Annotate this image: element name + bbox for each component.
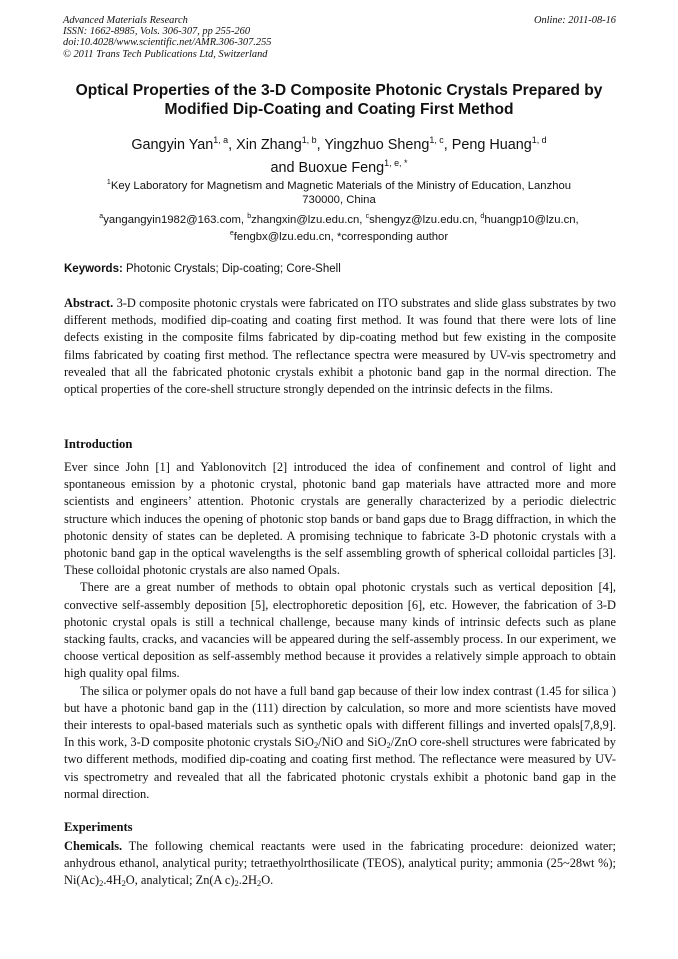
email-a: yangangyin1982@163.com, — [103, 213, 248, 226]
email-mark: e — [229, 230, 234, 238]
chemicals-text: O, analytical; Zn(A c) — [125, 873, 235, 888]
chemicals-text: O. — [261, 873, 274, 888]
chemicals-label: Chemicals. — [64, 839, 123, 853]
author-name: Gangyin Yan — [131, 136, 214, 153]
affiliation — [40, 176, 638, 208]
subscript: 2 — [234, 878, 239, 889]
journal-name: Advanced Materials Research — [63, 15, 188, 26]
email-e: fengbx@lzu.edu.cn, *corresponding author — [233, 231, 449, 244]
intro-p3-text: /ZnO core-shell structures were fabricated by two different methods, modified dip-coating and coating first method. The reflectance were measured by UV-vis spectrometry and revealed that all the fabricated photonic crystals exhibit a photonic band gap in the normal direction. — [64, 735, 616, 801]
email-d: huangp10@lzu.cn, — [484, 213, 579, 226]
author-emails — [40, 210, 638, 245]
affiliation-line-2: 730000, China — [302, 194, 376, 207]
title-line-2: Modified Dip-Coating and Coating First Method — [164, 100, 514, 118]
author-name: Peng Huang — [451, 136, 532, 153]
abstract-label: Abstract. — [64, 296, 114, 310]
affiliation-line-1: Key Laboratory for Magnetism and Magnetic Materials of the Ministry of Education, Lanzhou — [110, 179, 572, 192]
email-mark: a — [99, 213, 104, 220]
keywords-label: Keywords: — [64, 263, 123, 275]
introduction-heading: Introduction — [64, 437, 133, 451]
keywords-text: Photonic Crystals; Dip-coating; Core-Shell — [122, 263, 341, 275]
author-separator: , — [316, 136, 325, 153]
journal-header — [63, 15, 616, 60]
author-affil-mark: 1, b — [301, 135, 317, 145]
experiments-heading: Experiments — [64, 820, 133, 834]
email-c: shengyz@lzu.edu.cn, — [369, 213, 481, 226]
issn-line: ISSN: 1662-8985, Vols. 306-307, pp 255-260 — [63, 26, 251, 38]
author-list — [40, 131, 638, 178]
chemicals-paragraph — [64, 838, 616, 890]
chemicals-text: .4H — [103, 873, 122, 888]
chemicals-text: The following chemical reactants were used in the fabricating procedure: deionized water; anhydrous ethanol, analytical purity; tetraethyolrthosilicate (TEOS), analytical purity; ammonia (25~28wt %); Ni(Ac) — [64, 839, 616, 888]
online-date: Online: 2011-08-16 — [533, 15, 616, 26]
chemicals-text: .2H — [238, 873, 257, 888]
author-line-1 — [40, 131, 638, 154]
intro-paragraph-2: There are a great number of methods to obtain opal photonic crystals such as vertical deposition [4], convective self-assembly deposition [5], electrophoretic deposition [6], etc. However, the fabrication of 3-D photonic crystal opals is still a technical challenge, because many kinds of intrinsic defects such as plane stacking faults, cracks, and vacancies will be appeared during the self-assembly process. In our experiment, we choose vertical deposition as self-assembly method because it provides a relatively simple approach to obtain high quality opal films. — [64, 580, 616, 681]
keywords — [64, 262, 616, 276]
author-name: Xin Zhang — [236, 136, 302, 153]
paper-title — [40, 82, 638, 119]
subscript: 2 — [121, 878, 126, 889]
author-name: Yingzhuo Sheng — [324, 136, 430, 153]
doi-line: doi:10.4028/www.scientific.net/AMR.306-307.255 — [63, 37, 272, 49]
author-line-2 — [40, 154, 638, 177]
abstract — [64, 295, 616, 398]
author-affil-mark: 1, d — [531, 135, 547, 145]
subscript: 2 — [386, 740, 391, 751]
introduction-body — [64, 459, 616, 803]
intro-p3-text: /NiO and SiO — [318, 735, 387, 750]
email-mark: d — [480, 213, 485, 220]
email-mark: c — [365, 213, 370, 220]
author-separator: , — [443, 136, 452, 153]
affiliation-mark: 1 — [106, 179, 111, 186]
author-separator: , — [228, 136, 237, 153]
intro-paragraph-1: Ever since John [1] and Yablonovitch [2] introduced the idea of confinement and control of light and spontaneous emission by a photonic crystal, photonic band gap materials have attracted more and more scientists and engineers’ attention. Photonic crystals are generally characterized by a periodic dielectric structure which induces the opening of photonic stop bands or band gaps due to Bragg diffraction, in which the photonic density of states can be depleted. A promising technique to fabricate 3-D photonic crystals with a photonic band gap in the optical wavelengths is the self assembling growth of spherical colloidal particles [3]. These colloidal photonic crystals are also named Opals. — [64, 460, 616, 578]
author-affil-mark: 1, a — [213, 135, 229, 145]
subscript: 2 — [313, 740, 319, 751]
subscript: 2 — [99, 878, 104, 889]
abstract-text: 3-D composite photonic crystals were fabricated on ITO substrates and slide glass substrates by two different methods, modified dip-coating and coating first method. It was found that there were lots of line defects existing in the composite films fabricated by dip-coating method but few existing in the composite films fabricated by coating first method. The reflectance spectra were measured by UV-vis spectrometry and revealed that all the fabricated photonic crystals exhibit a photonic band gap in the normal direction. The optical properties of the core-shell structure strongly depended on the intrinsic defects in the films. — [64, 296, 616, 397]
author-name: and Buoxue Feng — [270, 160, 385, 177]
email-b: zhangxin@lzu.edu.cn, — [251, 213, 366, 226]
subscript: 2 — [256, 878, 262, 889]
email-mark: b — [247, 213, 252, 220]
title-line-1: Optical Properties of the 3-D Composite Photonic Crystals Prepared by — [75, 82, 603, 99]
intro-paragraph-3 — [64, 683, 616, 803]
experiments-body — [64, 838, 616, 890]
author-affil-mark: 1, c — [429, 135, 444, 145]
intro-p3-text: The silica or polymer opals do not have a full band gap because of their low index contrast (1.45 for silica ) but have a photonic band gap in the (111) direction by calculation, so more and more scientists have moved their interests to opal-based materials such as synthetic opals with different fillings and inverted opals[7,8,9]. In this work, 3-D composite photonic crystals SiO — [64, 683, 616, 750]
copyright-line: © 2011 Trans Tech Publications Ltd, Switzerland — [63, 48, 268, 60]
author-affil-mark: 1, e, * — [384, 158, 408, 169]
